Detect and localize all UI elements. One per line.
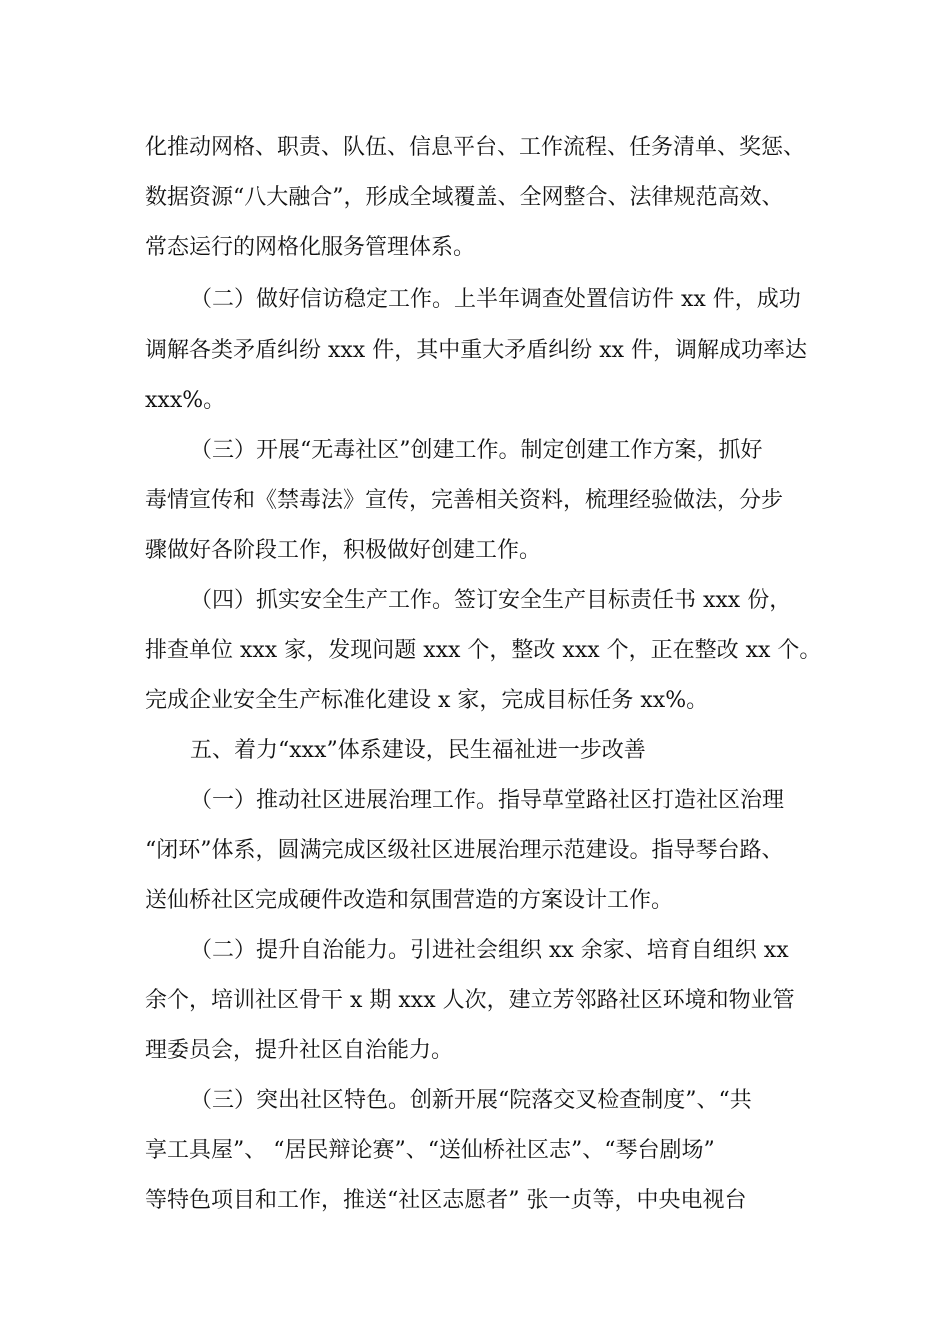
text-line: 享工具屋”、 “居民辩论赛”、“送仙桥社区志”、“琴台剧场” bbox=[145, 1138, 715, 1163]
section-heading: 五、着力“xxx”体系建设，民生福祉进一步改善 bbox=[190, 738, 646, 763]
text-line: 数据资源“八大融合”，形成全域覆盖、全网整合、法律规范高效、 bbox=[145, 185, 784, 210]
text-line: （三）突出社区特色。创新开展“院落交叉检查制度”、“共 bbox=[190, 1088, 752, 1113]
text-line: 毒情宣传和《禁毒法》宣传，完善相关资料，梳理经验做法，分步 bbox=[145, 488, 784, 513]
text-line: xxx%。 bbox=[145, 388, 226, 413]
text-line: 调解各类矛盾纠纷 xxx 件，其中重大矛盾纠纷 xx 件，调解成功率达 bbox=[145, 338, 808, 363]
text-line: 等特色项目和工作，推送“社区志愿者” 张一贞等，中央电视台 bbox=[145, 1188, 747, 1213]
text-line: （二）做好信访稳定工作。上半年调查处置信访件 xx 件，成功 bbox=[190, 287, 801, 312]
text-line: 排查单位 xxx 家，发现问题 xxx 个，整改 xxx 个，正在整改 xx 个。 bbox=[145, 638, 822, 663]
text-line: 化推动网格、职责、队伍、信息平台、工作流程、任务清单、奖惩、 bbox=[145, 135, 806, 160]
text-line: 完成企业安全生产标准化建设 x 家，完成目标任务 xx%。 bbox=[145, 688, 709, 713]
text-line: “闭环”体系，圆满完成区级社区进展治理示范建设。指导琴台路、 bbox=[145, 838, 784, 863]
text-line: （一）推动社区进展治理工作。指导草堂路社区打造社区治理 bbox=[190, 788, 785, 813]
text-line: （三）开展“无毒社区”创建工作。制定创建工作方案，抓好 bbox=[190, 438, 763, 463]
text-line: （二）提升自治能力。引进社会组织 xx 余家、培育自组织 xx bbox=[190, 938, 789, 963]
text-line: 理委员会，提升社区自治能力。 bbox=[145, 1038, 454, 1063]
text-line: 余个，培训社区骨干 x 期 xxx 人次，建立芳邻路社区环境和物业管 bbox=[145, 988, 795, 1013]
text-line: 常态运行的网格化服务管理体系。 bbox=[145, 235, 476, 260]
text-line: 骤做好各阶段工作，积极做好创建工作。 bbox=[145, 538, 542, 563]
text-line: （四）抓实安全生产工作。签订安全生产目标责任书 xxx 份， bbox=[190, 588, 792, 613]
text-line: 送仙桥社区完成硬件改造和氛围营造的方案设计工作。 bbox=[145, 888, 674, 913]
